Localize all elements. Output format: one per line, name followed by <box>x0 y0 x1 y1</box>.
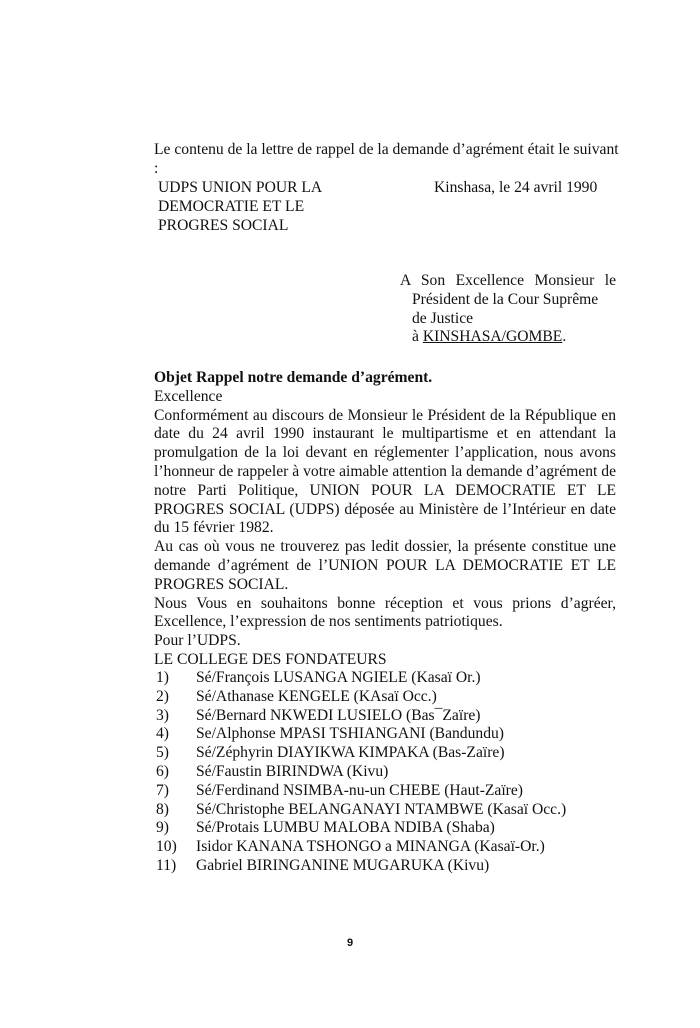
list-number: 5) <box>156 744 169 762</box>
list-number: 6) <box>156 762 169 780</box>
addressee-suffix: . <box>562 328 567 346</box>
list-number: 8) <box>156 800 169 818</box>
founders-list <box>154 669 624 876</box>
list-item <box>154 819 624 838</box>
addressee-line: A Son Excellence Monsieur le <box>400 272 616 289</box>
founder-name: Sé/François LUSANGA NGIELE (Kasaï Or.) <box>196 669 481 686</box>
list-item <box>154 763 624 782</box>
founder-name: Sé/Athanase KENGELE (KAsaï Occ.) <box>196 687 437 705</box>
page-number: 9 <box>346 937 354 949</box>
founder-name: Sé/Christophe BELANGANAYI NTAMBWE (Kasaï Occ.) <box>196 800 567 818</box>
founder-name: Sé/Protais LUMBU MALOBA NDIBA (Shaba) <box>196 819 495 837</box>
addressee-line: de Justice <box>412 309 474 327</box>
letter-object: Objet Rappel notre demande d’agrément. <box>154 369 433 386</box>
letter-body <box>154 369 616 670</box>
addressee-line: Président de la Cour Suprême <box>412 290 599 308</box>
sender-block <box>158 179 358 235</box>
list-number: 10) <box>156 838 177 856</box>
intro-text: Le contenu de la lettre de rappel de la demande d’agrément était le suivant : <box>154 141 619 177</box>
addressee-place: KINSHASA/GOMBE <box>422 328 563 346</box>
sender-line: PROGRES SOCIAL <box>158 216 289 234</box>
salutation: Excellence <box>154 387 223 405</box>
paragraph: Nous Vous en souhaitons bonne réception et vous prions d’agréer, Excellence, l’expression de nos sentiments patriotiques. <box>154 594 616 631</box>
paragraph: Conformément au discours de Monsieur le Président de la République en date du 24 avril 1990 instaurant le multipartisme et en attendant la promulgation de la loi devant en réglementer l’application, nous avons l’honneur de rappeler à votre aimable attention la demande d’agrément de notre Parti Politique, UNION POUR LA DEMOCRATIE ET LE PROGRES SOCIAL (UDPS) déposée au Ministère de l’Intérieur en date du 15 février 1982. <box>154 406 616 537</box>
list-number: 7) <box>156 781 169 799</box>
list-number: 2) <box>156 687 169 705</box>
list-number: 3) <box>156 706 169 724</box>
list-item <box>154 725 624 744</box>
closing: Pour l’UDPS. <box>154 632 241 650</box>
list-number: 1) <box>156 669 169 686</box>
founder-name: Se/Alphonse MPASI TSHIANGANI (Bandundu) <box>196 725 504 743</box>
list-item <box>154 669 624 688</box>
founder-name: Sé/Ferdinand NSIMBA-nu-un CHEBE (Haut-Zaïre) <box>196 781 523 799</box>
sender-line: DEMOCRATIE ET LE <box>158 197 305 215</box>
list-item <box>154 707 624 726</box>
founder-name: Sé/Bernard NKWEDI LUSIELO (Bas¯Zaïre) <box>196 706 481 724</box>
list-item <box>154 838 624 857</box>
founder-name: Gabriel BIRINGANINE MUGARUKA (Kivu) <box>196 856 490 874</box>
list-number: 11) <box>156 856 177 874</box>
place-date: Kinshasa, le 24 avril 1990 <box>434 179 598 196</box>
college-title: LE COLLEGE DES FONDATEURS <box>154 650 387 668</box>
list-item <box>154 857 624 876</box>
founder-name: Sé/Faustin BIRINDWA (Kivu) <box>196 762 389 780</box>
addressee-block <box>400 272 616 347</box>
founder-name: Sé/Zéphyrin DIAYIKWA KIMPAKA (Bas-Zaïre) <box>196 744 505 762</box>
list-item <box>154 744 624 763</box>
list-item <box>154 782 624 801</box>
founder-name: Isidor KANANA TSHONGO a MINANGA (Kasaï-Or.) <box>196 838 545 856</box>
addressee-prefix: à <box>412 328 423 346</box>
list-number: 4) <box>156 725 169 743</box>
list-item <box>154 801 624 820</box>
sender-line: UDPS UNION POUR LA <box>158 179 323 196</box>
addressee-line <box>400 328 616 347</box>
list-item <box>154 688 624 707</box>
list-number: 9) <box>156 819 169 837</box>
paragraph: Au cas où vous ne trouverez pas ledit dossier, la présente constitue une demande d’agrément de l’UNION POUR LA DEMOCRATIE ET LE PROGRES SOCIAL. <box>154 538 616 593</box>
